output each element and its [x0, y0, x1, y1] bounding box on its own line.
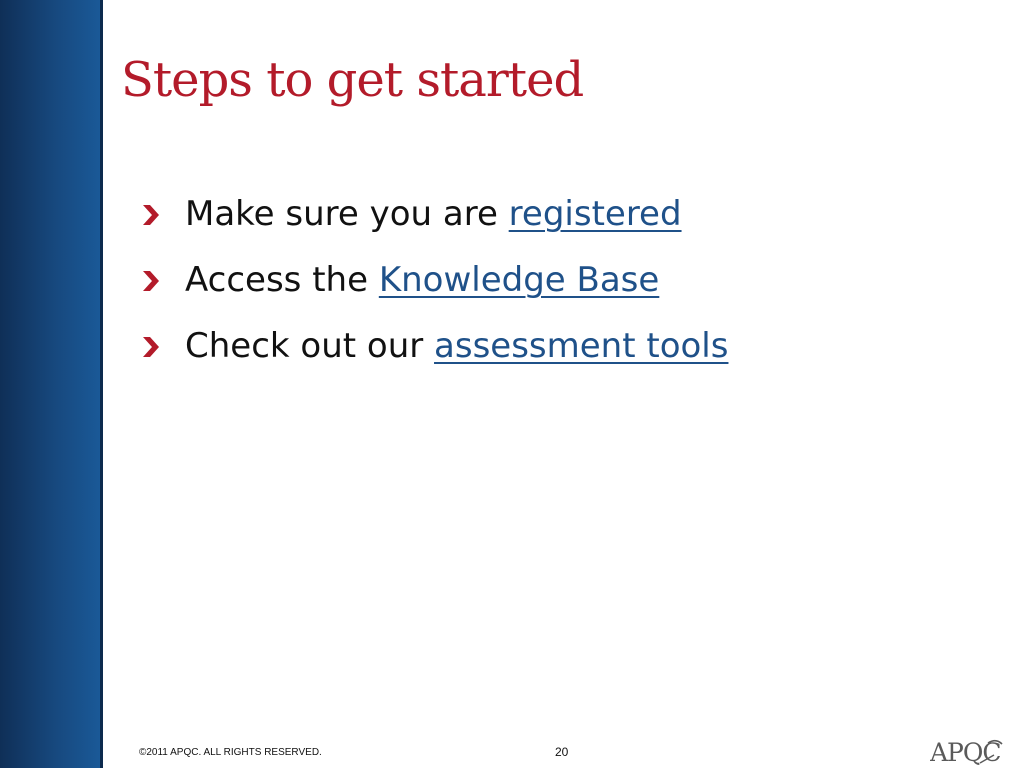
slide-title: Steps to get started [121, 52, 584, 108]
registered-link[interactable]: registered [508, 194, 682, 234]
bullet-text [185, 256, 659, 304]
bullet-item [140, 256, 728, 322]
side-bar-stripe [100, 0, 103, 768]
chevron-right-icon [140, 270, 162, 292]
svg-text:APQC: APQC [930, 738, 1001, 767]
bullet-text [185, 322, 728, 370]
side-bar [0, 0, 103, 768]
apqc-logo [930, 735, 1008, 768]
bullet-label: Access the [185, 260, 379, 300]
chevron-right-icon [140, 336, 162, 358]
knowledge-base-link[interactable]: Knowledge Base [378, 260, 660, 300]
assessment-tools-link[interactable]: assessment tools [434, 326, 729, 366]
footer-copyright: ©2011 APQC. ALL RIGHTS RESERVED. [139, 747, 322, 758]
chevron-right-icon [140, 204, 162, 226]
bullet-item [140, 322, 728, 388]
bullet-label: Check out our [185, 326, 435, 366]
bullet-item [140, 190, 728, 256]
bullet-label: Make sure you are [185, 194, 509, 234]
bullet-list [140, 190, 728, 388]
page-number: 20 [555, 745, 569, 759]
bullet-text [185, 190, 682, 238]
